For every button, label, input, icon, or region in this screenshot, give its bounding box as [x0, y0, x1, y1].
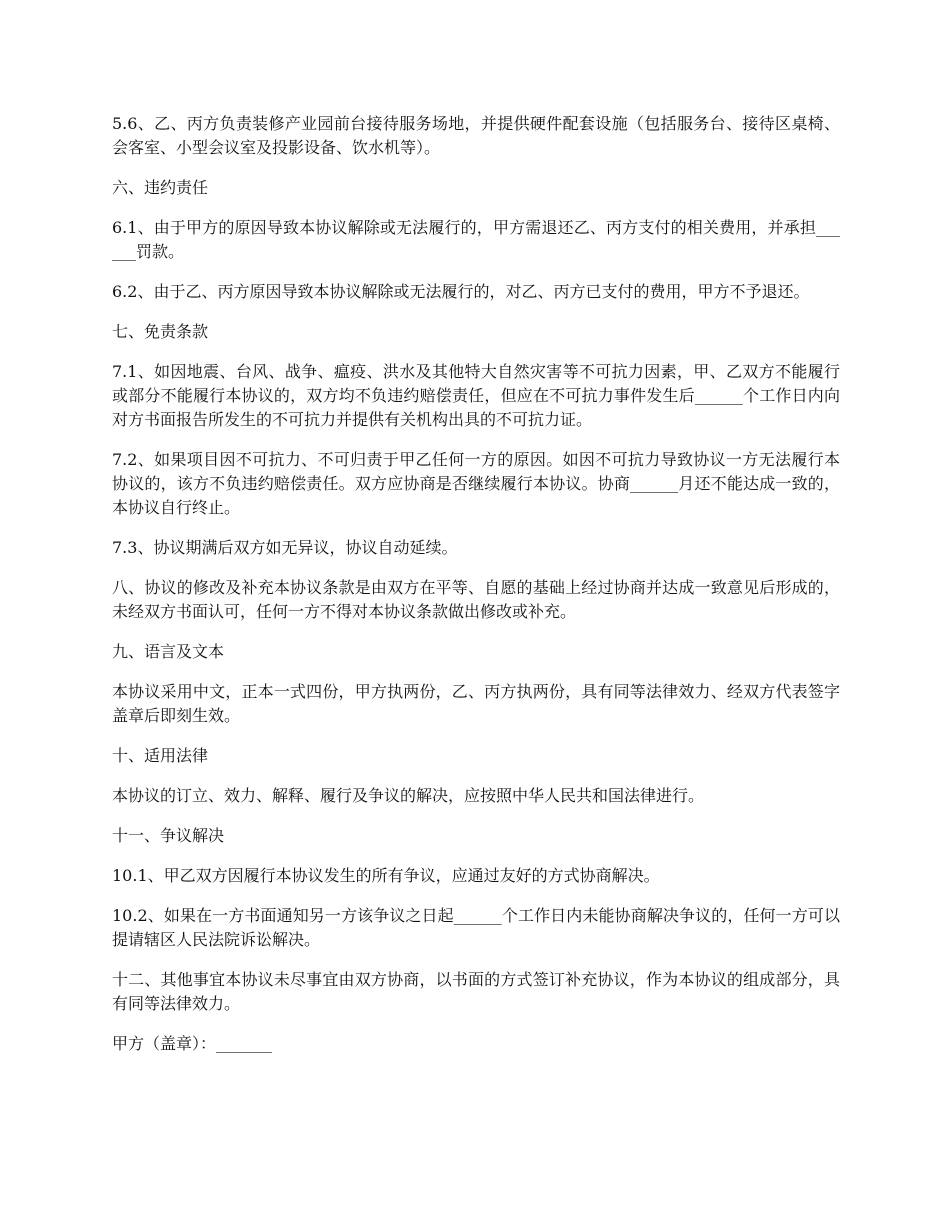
- clause-10-2: 10.2、如果在一方书面通知另一方该争议之日起______个工作日内未能协商解决争议的，任何一方可以提请辖区人民法院诉讼解决。: [112, 906, 840, 949]
- language-text: 本协议采用中文，正本一式四份，甲方执两份，乙、丙方执两份，具有同等法律效力、经双方代表签字盖章后即刻生效。: [112, 682, 840, 725]
- law-text: 本协议的订立、效力、解释、履行及争议的解决，应按照中华人民共和国法律进行。: [112, 786, 705, 805]
- section-heading-language: 九、语言及文本: [112, 642, 225, 661]
- section-heading-breach: 六、违约责任: [112, 178, 209, 197]
- clause-6-1: 6.1、由于甲方的原因导致本协议解除或无法履行的，甲方需退还乙、丙方支付的相关费用，并承担______罚款。: [112, 218, 840, 261]
- document-page: [112, 112, 840, 1072]
- clause-10-1: 10.1、甲乙双方因履行本协议发生的所有争议，应通过友好的方式协商解决。: [112, 866, 660, 885]
- section-heading-law: 十、适用法律: [112, 746, 209, 765]
- clause-7-1: 7.1、如因地震、台风、战争、瘟疫、洪水及其他特大自然灾害等不可抗力因素，甲、乙双方不能履行或部分不能履行本协议的，双方均不负违约赔偿责任，但应在不可抗力事件发生后______个工作日内向对方书面报告所发生的不可抗力并提供有关机构出具的不可抗力证。: [112, 362, 840, 429]
- clause-5-6: 5.6、乙、丙方负责装修产业园前台接待服务场地，并提供硬件配套设施（包括服务台、接待区桌椅、会客室、小型会议室及投影设备、饮水机等）。: [112, 114, 840, 157]
- clause-7-2: 7.2、如果项目因不可抗力、不可归责于甲乙任何一方的原因。如因不可抗力导致协议一方无法履行本协议的，该方不负违约赔偿责任。双方应协商是否继续履行本协议。协商______月还不能达成一致的，本协议自行终止。: [112, 450, 840, 517]
- clause-6-2: 6.2、由于乙、丙方原因导致本协议解除或无法履行的，对乙、丙方已支付的费用，甲方不予退还。: [112, 282, 810, 301]
- section-heading-exemption: 七、免责条款: [112, 322, 209, 341]
- section-other-matters: 十二、其他事宜本协议未尽事宜由双方协商，以书面的方式签订补充协议，作为本协议的组成部分，具有同等法律效力。: [112, 970, 840, 1013]
- section-amendment: 八、协议的修改及补充本协议条款是由双方在平等、自愿的基础上经过协商并达成一致意见后形成的，未经双方书面认可，任何一方不得对本协议条款做出修改或补充。: [112, 578, 840, 621]
- section-heading-dispute: 十一、争议解决: [112, 826, 225, 845]
- clause-7-3: 7.3、协议期满后双方如无异议，协议自动延续。: [112, 538, 458, 557]
- party-a-seal-line: 甲方（盖章）：_______: [112, 1034, 273, 1053]
